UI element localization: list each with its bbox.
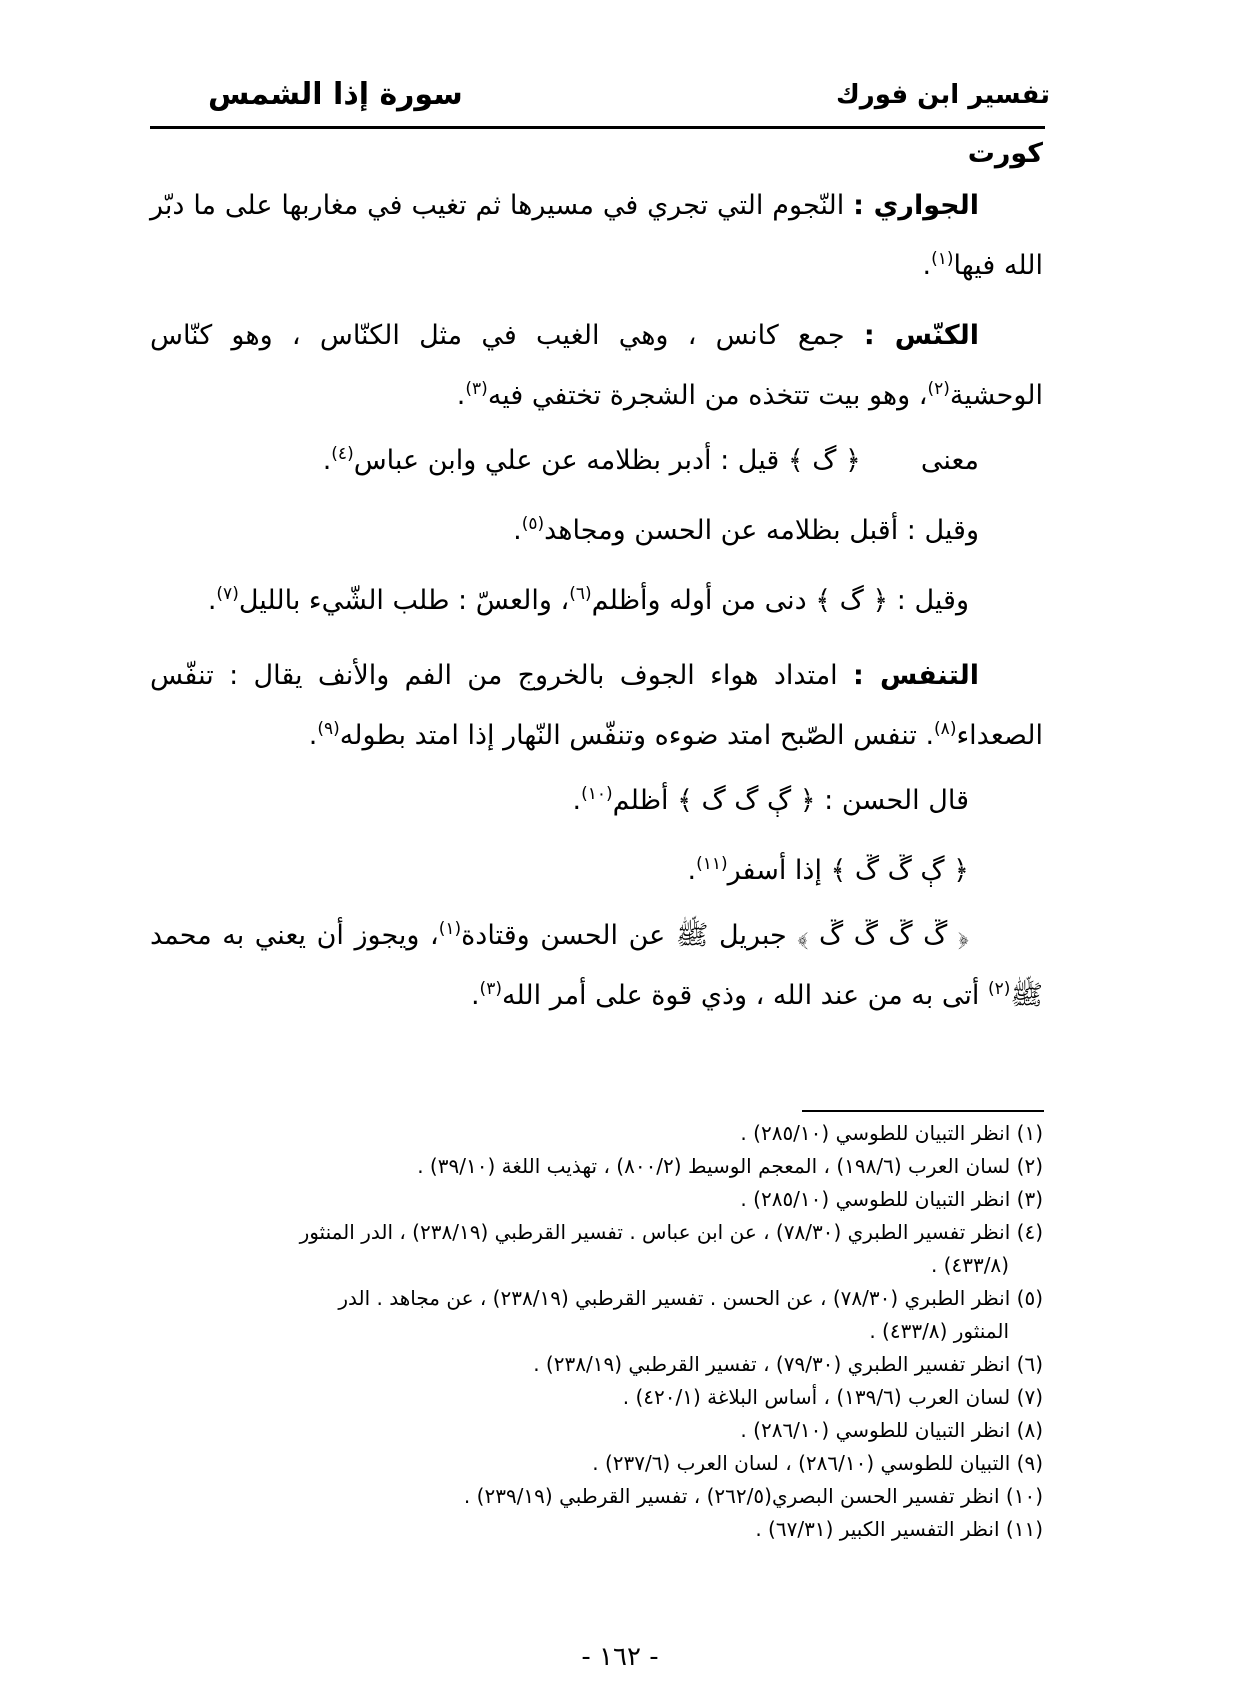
footnote-ref[interactable]: (١) bbox=[931, 249, 954, 269]
term-kunnas: الكنّس : bbox=[863, 320, 980, 351]
paragraph-text: أتى به من عند الله ، وذي قوة على أمر الله bbox=[501, 980, 988, 1011]
running-header-book-title: تفسير ابن فورك bbox=[835, 80, 1050, 110]
footnote-2: (٢) لسان العرب (١٩٨/٦) ، المعجم الوسيط (٨٠٠/٢) ، تهذيب اللغة (٣٩/١٠) . bbox=[417, 1154, 1043, 1178]
footnote-rule bbox=[802, 1110, 1044, 1112]
paragraph-text: النّجوم التي تجري في مسيرها ثم تغيب في مغاربها على ما دبّر الله فيها bbox=[150, 190, 1043, 281]
word-maana: معنى bbox=[920, 445, 979, 476]
footnote-11: (١١) انظر التفسير الكبير (٦٧/٣١) . bbox=[755, 1517, 1043, 1541]
footnote-ref[interactable]: (٨) bbox=[934, 719, 957, 739]
footnote-ref[interactable]: (١) bbox=[438, 919, 462, 939]
footnote-ref[interactable]: (٩) bbox=[317, 719, 340, 739]
paragraph-text: ﴿ ڱ ڱ ڱ ڱ ﴾ جبريل ﷺ عن الحسن وقتادة bbox=[461, 920, 970, 951]
line-qil-2: وقيل : ﴿ گ ﴾ دنى من أوله وأظلم$^{(٦)}$، والعسّ : طلب الشّيء بالليل$^{(٧)}$. bbox=[207, 584, 969, 616]
paragraph-tanaffus: التنفس : امتداد هواء الجوف بالخروج من الفم والأنف يقال : تنفّس الصعداء$^{(٨)}$. تنفس الصّبح امتد ضوءه وتنفّس النّهار إذا امتد بطوله$^{(٩)}$. bbox=[150, 660, 1043, 751]
footnote-ref[interactable]: (٦) bbox=[569, 584, 592, 604]
paragraph-text: جمع كانس ، وهي الغيب في مثل الكنّاس ، وهو كنّاس الوحشية bbox=[150, 320, 1043, 411]
footnote-ref[interactable]: (٤) bbox=[331, 444, 354, 464]
paragraph-text: . تنفس الصّبح امتد ضوءه وتنفّس النّهار إذا امتد بطوله bbox=[339, 720, 935, 751]
footnote-7: (٧) لسان العرب (١٣٩/٦) ، أساس البلاغة (٤٢٠/١) . bbox=[622, 1385, 1043, 1409]
footnote-ref[interactable]: (٥) bbox=[521, 514, 545, 534]
footnote-ref[interactable]: (٢) bbox=[987, 979, 1011, 999]
line-asfar: ﴿ ڳ ڱ ڱ ﴾ إذا أسفر$^{(١١)}$. bbox=[687, 854, 969, 886]
running-header-surah-title: سورة إذا الشمس bbox=[208, 77, 463, 112]
line-hasan: قال الحسن : ﴿ ڳ گ گ ﴾ أظلم$^{(١٠)}$. bbox=[572, 784, 969, 816]
footnote-4: (٤) انظر تفسير الطبري (٧٨/٣٠) ، عن ابن عباس . تفسير القرطبي (٢٣٨/١٩) ، الدر المنثور (٤٣٣/٨) . bbox=[299, 1220, 1043, 1277]
line-text: قال الحسن : ﴿ ڳ گ گ ﴾ أظلم bbox=[612, 785, 969, 816]
footnotes bbox=[150, 1117, 1043, 1546]
term-jawari: الجواري : bbox=[853, 190, 979, 221]
line-text: ، والعسّ : طلب الشّيء بالليل bbox=[238, 585, 570, 616]
footnote-ref[interactable]: (١٠) bbox=[581, 784, 613, 804]
line-text: ﴿ گ ﴾ قيل : أدبر بظلامه عن علي وابن عباس bbox=[353, 445, 861, 476]
paragraph-jibril: ﴿ ڱ ڱ ڱ ڱ ﴾ جبريل ﷺ عن الحسن وقتادة$^{(١)}$، ويجوز أن يعني به محمد ﷺ$^{(٢)}$ أتى به من عند الله ، وذي قوة على أمر الله$^{(٣)}$. bbox=[150, 919, 1043, 1011]
footnote-8: (٨) انظر التبيان للطوسي (٢٨٦/١٠) . bbox=[740, 1418, 1043, 1442]
paragraph-jawari: الجواري : النّجوم التي تجري في مسيرها ثم تغيب في مغاربها على ما دبّر الله فيها$^{(١)}$. bbox=[150, 190, 1043, 281]
line-text: ﴿ ڳ ڱ ڱ ﴾ إذا أسفر bbox=[727, 855, 969, 886]
footnote-10: (١٠) انظر تفسير الحسن البصري(٢٦٢/٥) ، تفسير القرطبي (٢٣٩/١٩) . bbox=[463, 1484, 1043, 1508]
footnote-9: (٩) التبيان للطوسي (٢٨٦/١٠) ، لسان العرب (٢٣٧/٦) . bbox=[592, 1451, 1043, 1475]
footnote-3: (٣) انظر التبيان للطوسي (٢٨٥/١٠) . bbox=[740, 1187, 1043, 1211]
main-text bbox=[150, 132, 1043, 1026]
paragraph-text: ، وهو بيت تتخذه من الشجرة تختفي فيه bbox=[487, 380, 928, 411]
footnote-ref[interactable]: (١١) bbox=[696, 854, 728, 874]
footnote-ref[interactable]: (٢) bbox=[927, 379, 950, 399]
header-rule bbox=[150, 126, 1045, 129]
term-tanaffus: التنفس : bbox=[853, 660, 979, 691]
footnote-1: (١) انظر التبيان للطوسي (٢٨٥/١٠) . bbox=[740, 1121, 1043, 1145]
line-asas: معنى﴿ گ ﴾ قيل : أدبر بظلامه عن علي وابن عباس$^{(٤)}$. bbox=[322, 444, 979, 476]
page-number: - ١٦٢ - bbox=[581, 1642, 659, 1672]
paragraph-kunnas: الكنّس : جمع كانس ، وهي الغيب في مثل الكنّاس ، وهو كنّاس الوحشية$^{(٢)}$، وهو بيت تتخذه من الشجرة تختفي فيه$^{(٣)}$. bbox=[150, 320, 1043, 411]
line-text: وقيل : ﴿ گ ﴾ دنى من أوله وأظلم bbox=[591, 585, 969, 616]
line-qil-1: وقيل : أقبل بظلامه عن الحسن ومجاهد$^{(٥)}$. bbox=[513, 514, 979, 546]
footnote-6: (٦) انظر تفسير الطبري (٧٩/٣٠) ، تفسير القرطبي (٢٣٨/١٩) . bbox=[533, 1352, 1043, 1376]
footnote-ref[interactable]: (٣) bbox=[465, 379, 488, 399]
line-text: وقيل : أقبل بظلامه عن الحسن ومجاهد bbox=[544, 515, 979, 546]
paragraph-text: ، ويجوز أن يعني به محمد ﷺ bbox=[150, 920, 1043, 1011]
footnote-ref[interactable]: (٣) bbox=[479, 979, 502, 999]
footnote-ref[interactable]: (٧) bbox=[216, 584, 239, 604]
footnote-5: (٥) انظر الطبري (٧٨/٣٠) ، عن الحسن . تفسير القرطبي (٢٣٨/١٩) ، عن مجاهد . الدر المنثور (٤٣٣/٨) . bbox=[338, 1286, 1043, 1343]
intro-word: كورت bbox=[967, 138, 1043, 169]
paragraph-text: امتداد هواء الجوف بالخروج من الفم والأنف يقال : تنفّس الصعداء bbox=[150, 660, 1043, 751]
